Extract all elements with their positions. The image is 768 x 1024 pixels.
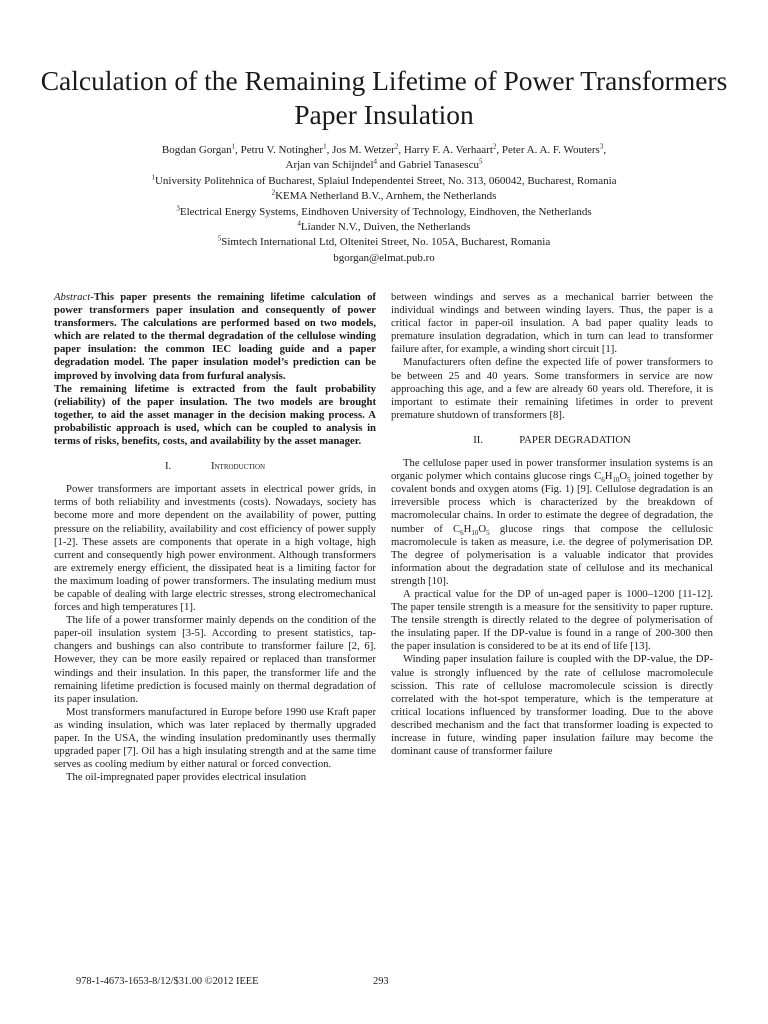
left-column <box>54 291 376 784</box>
body-paragraph: A practical value for the DP of un-aged paper is 1000–1200 [11-12]. The paper tensile strength is a measure for the sensitivity to paper rupture. The tensile strength is directly related to the degree of polymerisation of the insulating paper. If the DP-value is found in a range of 200-300 then the paper insulation is considered to be at its end of life [13]. <box>391 587 713 653</box>
paper-title: Calculation of the Remaining Lifetime of Power Transformers Paper Insulation <box>40 65 728 130</box>
author-name: Harry F. A. Verhaart <box>403 144 493 156</box>
email: bgorgan@elmat.pub.ro <box>333 251 435 264</box>
section-heading: II. PAPER DEGRADATION <box>473 433 631 446</box>
author-line-2: Arjan van Schijndel$^4$ and Gabriel Tanasescu$^5$ <box>285 157 483 172</box>
page-number: 293 <box>373 976 389 987</box>
author-name: Bogdan Gorgan <box>161 144 232 156</box>
author-block <box>60 143 708 266</box>
author-name: Jos M. Wetzer <box>332 144 395 156</box>
abstract-label: Abstract- <box>54 291 94 303</box>
body-paragraph: Winding paper insulation failure is coupled with the DP-value, the DP-value is strongly influenced by the rate of cellulose macromolecule scission. This rate of cellulose macromolecule scission is directly correlated with the hot-spot temperature, which is the temperature at critical locations influenced by transformer loading. Due to the above described mechanism and the fact that transformer loading is expected to increase in future, winding paper insulation failure may become the dominant cause of transformer failure <box>391 653 713 758</box>
affiliation: $^1$University Politehnica of Bucharest, Splaiul Independentei Street, No. 313, 060042, Bucharest, Romania <box>151 173 617 187</box>
author-name: Gabriel Tanasescu <box>398 159 479 172</box>
author-line-1: Bogdan Gorgan$^1$, Petru V. Notingher$^1$, Jos M. Wetzer$^2$, Harry F. A. Verhaart$^2$, Peter A. A. F. Wouters$^3$, <box>161 142 607 156</box>
right-column <box>391 291 713 758</box>
body-paragraph: The life of a power transformer mainly depends on the condition of the paper-oil insulation system [3-5]. According to present statistics, tap-changers and bushings can also contribute to transformer failure [2, 6]. However, they can be more easily repaired or replaced than transformer windings and their insulation. In this paper, the transformer life and the remaining lifetime prediction is focused mainly on thermal degradation of its paper insulation. <box>54 614 376 705</box>
section-heading: I. Introduction <box>164 460 266 473</box>
affiliation: $^2$KEMA Netherland B.V., Arnhem, the Netherlands <box>271 188 497 203</box>
author-name: Arjan van Schijndel <box>285 159 374 172</box>
affiliation: $^5$Simtech International Ltd, Oltenitei Street, No. 105A, Bucharest, Romania <box>217 234 551 249</box>
body-paragraph: Most transformers manufactured in Europe before 1990 use Kraft paper as winding insulation, which was later replaced by thermally upgraded paper. In the USA, the winding insulation predominantly uses thermally upgraded paper [7]. Oil has a high insulating strength and at the same time serves as cooling medium by either natural or forced convection. <box>54 705 376 771</box>
body-paragraph: Manufacturers often define the expected life of power transformers to be between 25 and 40 years. Some transformers in service are now approaching this age, and a few are already 60 years old. Therefore, it is important to estimate their remaining lifetimes in order to prevent premature shutdown of transformers [8]. <box>391 356 713 421</box>
body-paragraph: The cellulose paper used in power transformer insulation systems is an organic polymer which contains glucose rings $C_6H_{10}O_5$ joined together by covalent bonds and oxygen atoms (Fig. 1) [9]. Cellulose degradation is an irreversible process which is characterized by the breakdown of macromolecular chains. In order to estimate the degree of degradation, the number of $C_6H_{10}O_5$ glucose rings that compose the cellulosic macromolecule is taken as measure, i.e. the degree of polymerisation DP. The degree of polymerisation is a valuable indicator that provides information about the degradation state of cellulose and its mechanical strength [10]. <box>391 457 713 587</box>
body-paragraph: The oil-impregnated paper provides electrical insulation <box>66 771 307 784</box>
abstract-paragraph: Abstract-This paper presents the remaining lifetime calculation of power transformers paper insulation and consequently of power transformers. The calculations are performed based on two models, which are related to the thermal degradation of the cellulose winding paper insulation: the common IEC loading guide and a paper degradation model. The paper insulation model’s prediction can be improved by involving data from furfural analysis. <box>54 291 376 382</box>
affiliation: $^4$Liander N.V., Duiven, the Netherlands <box>297 219 471 234</box>
abstract-paragraph: The remaining lifetime is extracted from the fault probability (reliability) of the paper insulation. The two models are brought together, to aid the asset manager in the decision making process. A probabilistic approach is used, which can be coupled to analysis in terms of risks, benefits, costs, and availability by the asset manager. <box>54 382 376 448</box>
author-name: Petru V. Notingher <box>240 144 324 156</box>
footer-copyright: 978-1-4673-1653-8/12/$31.00 ©2012 IEEE <box>76 976 259 987</box>
body-paragraph: Power transformers are important assets in electrical power grids, in terms of both reliability and investments (costs). Nowadays, society has become more and more dependent on the availability of power, putting pressure on the reliability, availability and cost efficiency of power supply [1-2]. These assets are components that operate in a high voltage, high current and consequently high power environment. Although transformers are extremely energy efficient, the dissipated heat is a limiting factor for the maximum loading of power transformers. The insulating medium must be capable of dealing with large electric stresses, strong electromechanical forces and high temperatures [1]. <box>54 483 376 614</box>
affiliation: $^3$Electrical Energy Systems, Eindhoven University of Technology, Eindhoven, the Netherlands <box>176 203 592 218</box>
author-name: Peter A. A. F. Wouters <box>501 144 600 156</box>
body-paragraph: between windings and serves as a mechanical barrier between the individual windings and between winding layers. Thus, the paper is a critical factor in paper-oil insulation. A bad paper quality leads to premature insulation degradation, which in turn can lead to transformer failure after, for example, a winding short circuit [1]. <box>391 291 713 356</box>
